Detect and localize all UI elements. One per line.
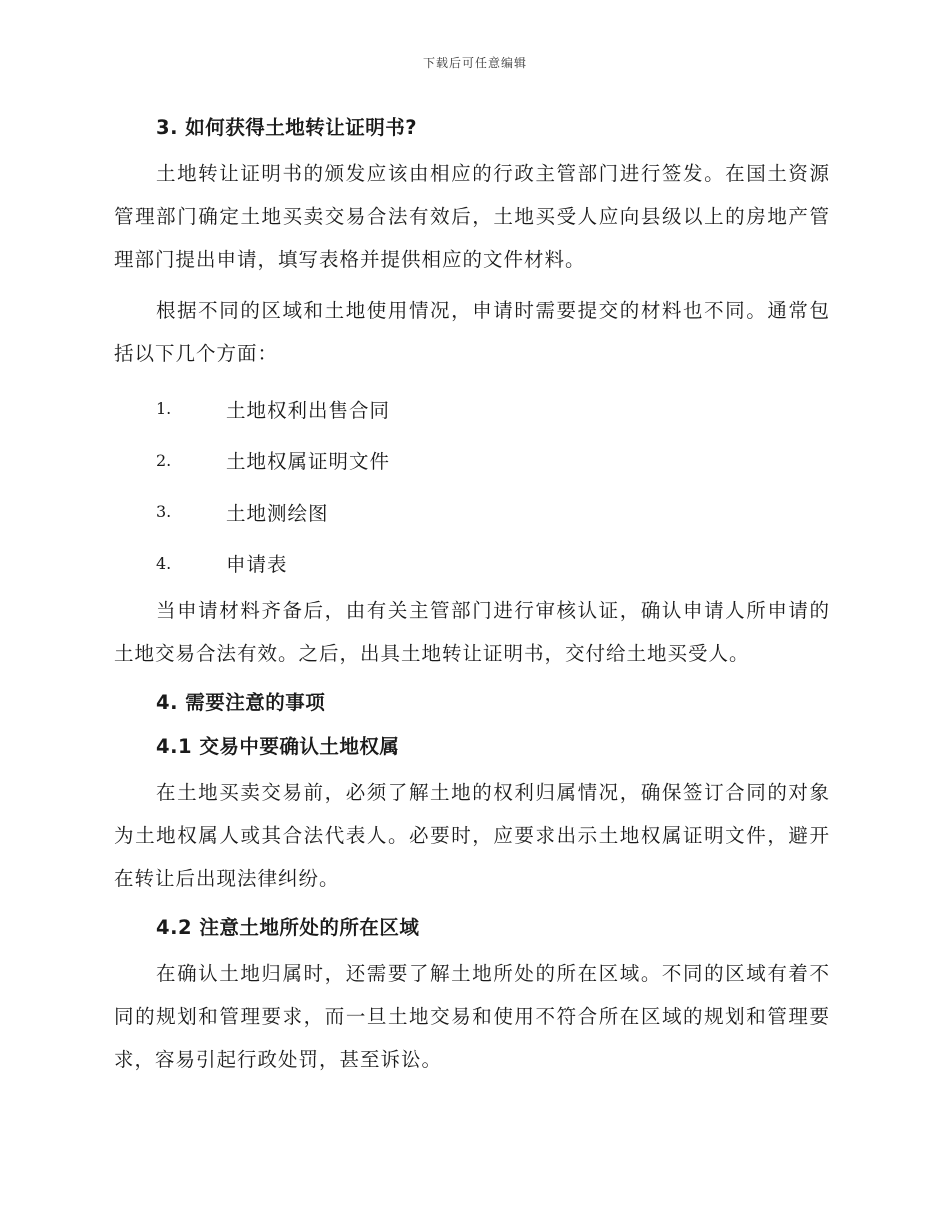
list-item-number: 3. [156, 502, 172, 522]
list-item [114, 383, 830, 435]
page-header-note: 下载后可任意编辑 [422, 56, 527, 70]
materials-list [114, 383, 830, 589]
list-item-number: 2. [156, 450, 172, 470]
list-item-text: 土地权利出售合同 [226, 398, 391, 422]
section-3-closing-paragraph: 当申请材料齐备后，由有关主管部门进行审核认证，确认申请人所申请的土地交易合法有效。之后，出具土地转让证明书，交付给土地买受人。 [114, 599, 830, 665]
list-item-number: 4. [156, 553, 172, 573]
section-4-heading: 4. 需要注意的事项 [156, 691, 326, 714]
list-item [114, 435, 830, 487]
list-item [114, 486, 830, 538]
list-item [114, 538, 830, 590]
list-item-text: 土地权属证明文件 [226, 450, 391, 474]
subsection-4-1-heading: 4.1 交易中要确认土地权属 [156, 735, 400, 758]
section-3-paragraph-1: 土地转让证明书的颁发应该由相应的行政主管部门进行签发。在国土资源管理部门确定土地买卖交易合法有效后，土地买受人应向县级以上的房地产管理部门提出申请，填写表格并提供相应的文件材料。 [114, 162, 830, 271]
document-body [114, 108, 830, 1089]
list-item-text: 土地测绘图 [226, 501, 329, 525]
section-3-heading: 3. 如何获得土地转让证明书? [156, 116, 418, 139]
subsection-4-1-paragraph: 在土地买卖交易前，必须了解土地的权利归属情况，确保签订合同的对象为土地权属人或其合法代表人。必要时，应要求出示土地权属证明文件，避开在转让后出现法律纠纷。 [114, 781, 830, 890]
subsection-4-2-heading: 4.2 注意土地所处的所在区域 [156, 916, 420, 939]
list-item-number: 1. [156, 399, 172, 419]
section-3-paragraph-2: 根据不同的区域和土地使用情况，申请时需要提交的材料也不同。通常包括以下几个方面： [114, 299, 830, 365]
list-item-text: 申请表 [226, 553, 288, 577]
subsection-4-2-paragraph: 在确认土地归属时，还需要了解土地所处的所在区域。不同的区域有着不同的规划和管理要求，而一旦土地交易和使用不符合所在区域的规划和管理要求，容易引起行政处罚，甚至诉讼。 [114, 962, 830, 1071]
